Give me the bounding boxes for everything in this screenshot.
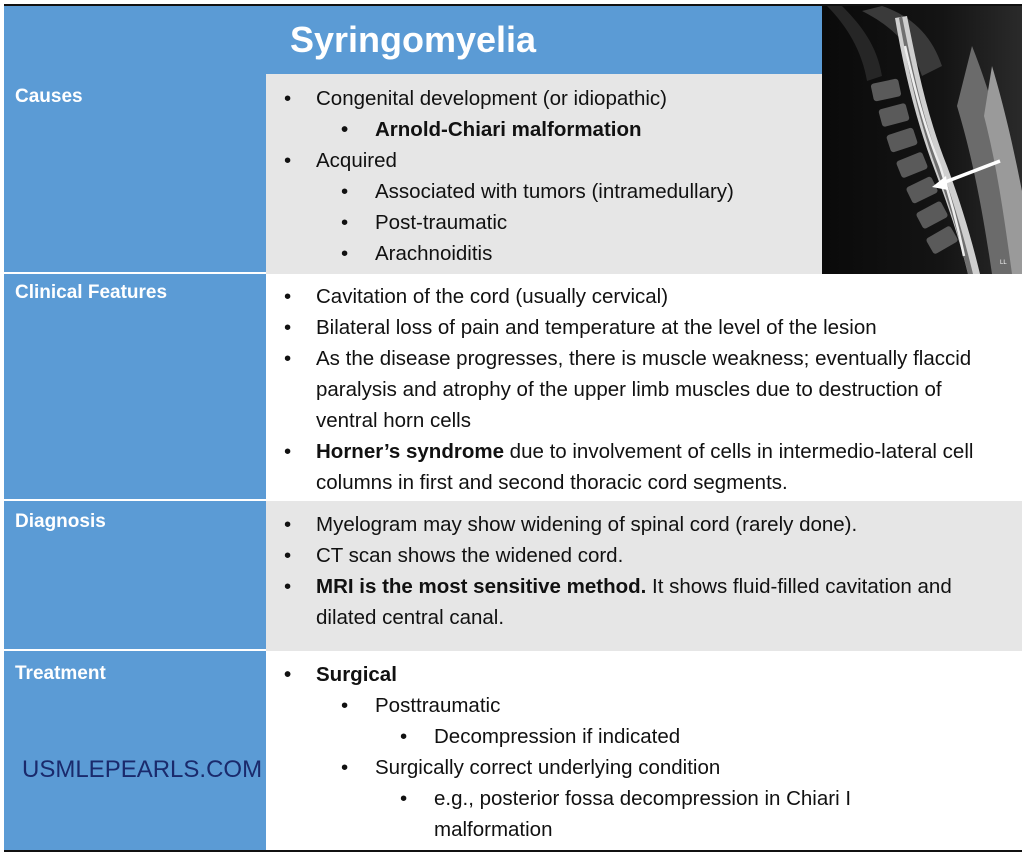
bullet-icon: • [341, 694, 349, 717]
item-text: It shows fluid-filled cavitation and dilated central canal. [316, 575, 952, 629]
list-item [266, 207, 822, 238]
item-text: Acquired [316, 149, 397, 172]
row-content-clinical-features [266, 274, 1022, 501]
item-text: Surgically correct underlying condition [375, 756, 721, 779]
item-text: Arnold-Chiari malformation [375, 118, 642, 141]
item-text: e.g., posterior fossa decompression in Chiari I malformation [434, 787, 852, 841]
item-text: due to involvement of cells in intermedio-lateral cell columns in first and second thoracic cord segments. [316, 440, 974, 494]
causes-list [266, 83, 822, 269]
row-label-diagnosis: Diagnosis [4, 501, 266, 651]
list-item [266, 83, 822, 114]
list-item [266, 752, 1022, 783]
item-text: Associated with tumors (intramedullary) [375, 180, 734, 203]
bullet-icon: • [341, 756, 349, 779]
bullet-icon: • [341, 180, 349, 203]
watermark-text: USMLEPEARLS.COM [22, 756, 263, 783]
item-text: CT scan shows the widened cord. [316, 544, 624, 567]
bullet-icon: • [284, 285, 292, 308]
page-title: Syringomyelia [289, 19, 537, 60]
item-text: Surgical [316, 663, 397, 686]
item-text: Decompression if indicated [434, 725, 681, 748]
list-item [266, 659, 1022, 690]
bullet-icon: • [400, 725, 408, 748]
bullet-icon: • [284, 440, 292, 463]
bullet-icon: • [284, 575, 292, 598]
bullet-icon: • [284, 663, 292, 686]
item-text: Myelogram may show widening of spinal cord (rarely done). [316, 513, 858, 536]
row-label-clinical-features: Clinical Features [4, 274, 266, 501]
item-text: As the disease progresses, there is muscle weakness; eventually flaccid paralysis and atrophy of the upper limb muscles due to destruction of ventral horn cells [316, 347, 972, 432]
item-text-bold: MRI is the most sensitive method. [316, 575, 647, 598]
item-text: Posttraumatic [375, 694, 501, 717]
row-label-causes: Causes [4, 74, 266, 274]
row-content-causes [266, 74, 822, 274]
treatment-list [266, 659, 1022, 845]
row-content-diagnosis [266, 501, 1022, 651]
list-item [266, 145, 822, 176]
list-item [266, 509, 1022, 540]
bullet-icon: • [284, 87, 292, 110]
list-item [266, 312, 1022, 343]
list-item [266, 176, 822, 207]
row-content-treatment [266, 651, 1022, 850]
list-item [266, 114, 822, 145]
bullet-icon: • [400, 787, 408, 810]
bullet-icon: • [284, 149, 292, 172]
list-item [266, 436, 1022, 498]
bullet-icon: • [341, 211, 349, 234]
row-causes [4, 74, 1022, 274]
image-corner-label: LL [1000, 260, 1007, 266]
row-treatment [4, 651, 1022, 850]
bullet-icon: • [341, 242, 349, 265]
bullet-icon: • [341, 118, 349, 141]
clinical-features-list [266, 281, 1022, 498]
list-item [266, 281, 1022, 312]
bullet-icon: • [284, 544, 292, 567]
row-diagnosis [4, 501, 1022, 651]
bullet-icon: • [284, 347, 292, 370]
list-item [266, 238, 822, 269]
list-item [266, 721, 1022, 752]
item-text: Post-traumatic [375, 211, 508, 234]
item-text: Cavitation of the cord (usually cervical) [316, 285, 669, 308]
list-item [266, 540, 1022, 571]
bullet-icon: • [284, 316, 292, 339]
item-text: Arachnoiditis [375, 242, 493, 265]
item-text: Congenital development (or idiopathic) [316, 87, 667, 110]
row-clinical-features [4, 274, 1022, 501]
item-text-bold: Horner’s syndrome [316, 440, 504, 463]
row-label-treatment: Treatment [4, 651, 266, 850]
item-text: Bilateral loss of pain and temperature at the level of the lesion [316, 316, 877, 339]
list-item [266, 690, 1022, 721]
diagnosis-list [266, 509, 1022, 633]
bullet-icon: • [284, 513, 292, 536]
list-item [266, 343, 1022, 436]
list-item [266, 571, 1022, 633]
list-item [266, 783, 1022, 845]
title-bar [4, 6, 822, 76]
